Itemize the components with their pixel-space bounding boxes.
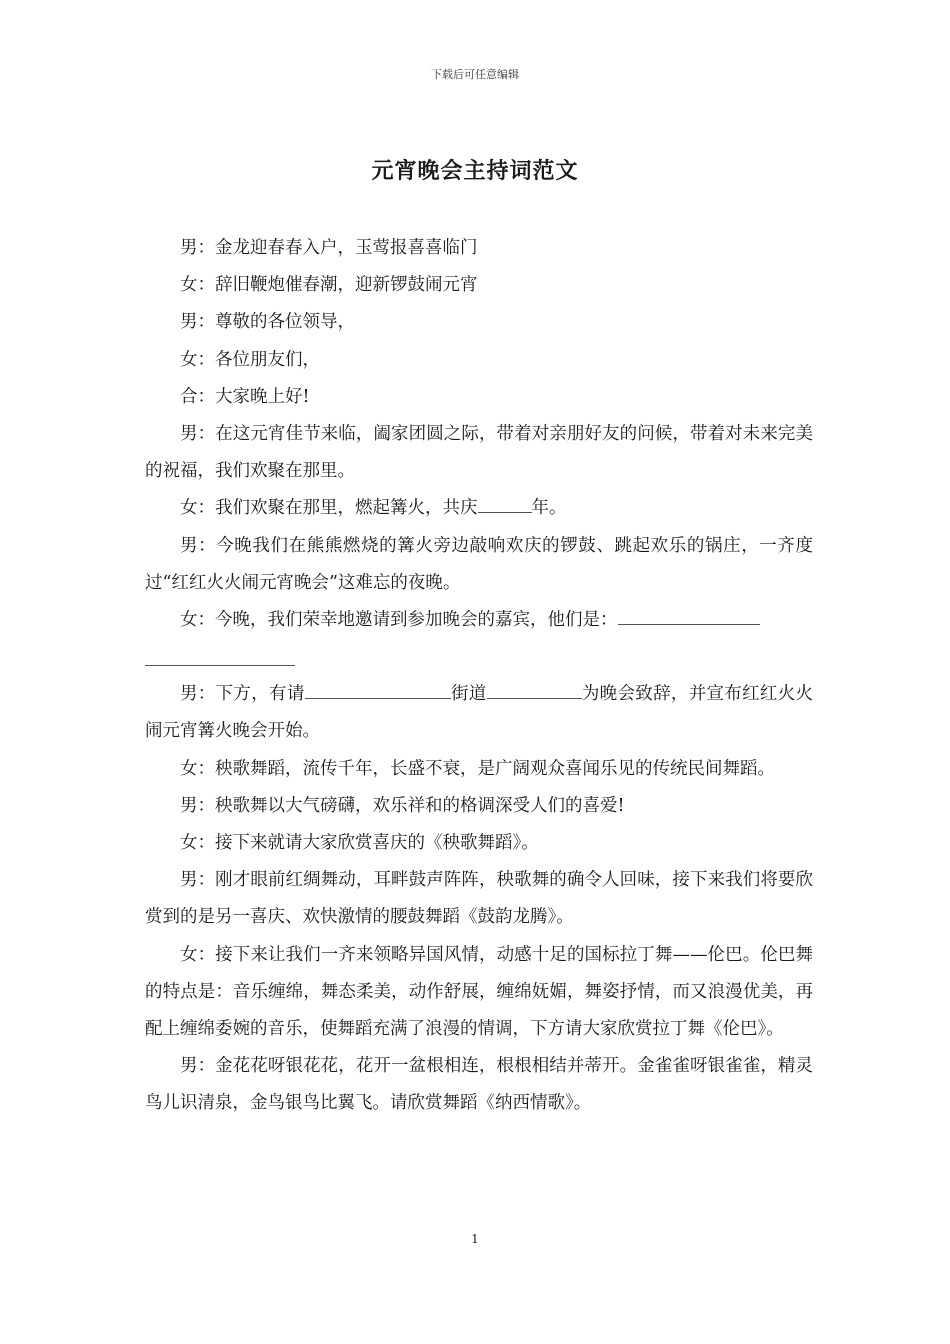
paragraph: 女：接下来就请大家欣赏喜庆的《秧歌舞蹈》。 — [180, 833, 539, 854]
paragraph: 女：秧歌舞蹈，流传千年，长盛不衰，是广阔观众喜闻乐见的传统民间舞蹈。 — [180, 758, 775, 779]
paragraph: 男：刚才眼前红绸舞动，耳畔鼓声阵阵，秧歌舞的确令人回味，接下来我们将要欣赏到的是另一喜庆、欢快激情的腰鼓舞蹈《鼓韵龙腾》。 — [145, 870, 813, 928]
paragraph: 男：今晚我们在熊熊燃烧的篝火旁边敲响欢庆的锣鼓、跳起欢乐的锅庄，一齐度过“红红火火闹元宵晚会”这难忘的夜晚。 — [145, 535, 813, 593]
paragraph-text: 为晚会致辞，并宣布红红火火闹元宵篝火晚会开始。 — [145, 684, 814, 742]
paragraph — [145, 676, 813, 750]
paragraph: 男：金花花呀银花花，花开一盆根相连，根根相结并蒂开。金雀雀呀银雀雀，精灵鸟儿识清泉，金鸟银鸟比翼飞。请欣赏舞蹈《纳西情歌》。 — [145, 1056, 813, 1114]
page-number: 1 — [471, 1232, 479, 1246]
paragraph — [145, 602, 813, 639]
document-body — [145, 230, 813, 1123]
paragraph: 女：辞旧鞭炮催春潮，迎新锣鼓闹元宵 — [180, 275, 478, 296]
page-header: 下载后可任意编辑 — [431, 68, 519, 81]
paragraph-text: 年。 — [531, 498, 567, 519]
paragraph-text: 街道 — [450, 684, 487, 705]
paragraph: 合：大家晚上好! — [180, 386, 310, 407]
paragraph: 女：各位朋友们， — [180, 349, 320, 370]
fill-in-blank — [618, 606, 760, 625]
paragraph-text: 女：我们欢聚在那里，燃起篝火，共庆 — [180, 498, 478, 519]
fill-in-blank — [305, 680, 451, 699]
paragraph — [145, 490, 813, 527]
paragraph: 女：接下来让我们一齐来领略异国风情，动感十足的国标拉丁舞——伦巴。伦巴舞的特点是：音乐缠绵，舞态柔美，动作舒展，缠绵妩媚，舞姿抒情，而又浪漫优美，再配上缠绵委婉的音乐，使舞蹈充满了浪漫的情调，下方请大家欣赏拉丁舞《伦巴》。 — [145, 944, 813, 1040]
paragraph: 男：在这元宵佳节来临，阖家团圆之际，带着对亲朋好友的问候，带着对未来完美的祝福，我们欢聚在那里。 — [145, 424, 813, 482]
document-title: 元宵晚会主持词范文 — [371, 158, 579, 184]
fill-in-blank — [478, 494, 532, 513]
paragraph: 男：尊敬的各位领导， — [180, 312, 355, 333]
paragraph: 男：秧歌舞以大气磅礴，欢乐祥和的格调深受人们的喜爱! — [180, 795, 625, 816]
paragraph-text: 男：下方，有请 — [180, 684, 305, 705]
fill-in-blank — [487, 680, 582, 699]
fill-in-blank — [145, 643, 295, 666]
blank-line — [145, 639, 813, 676]
paragraph: 男：金龙迎春春入户，玉莺报喜喜临门 — [180, 238, 478, 258]
paragraph-text: 女：今晚，我们荣幸地邀请到参加晚会的嘉宾，他们是： — [180, 610, 618, 631]
